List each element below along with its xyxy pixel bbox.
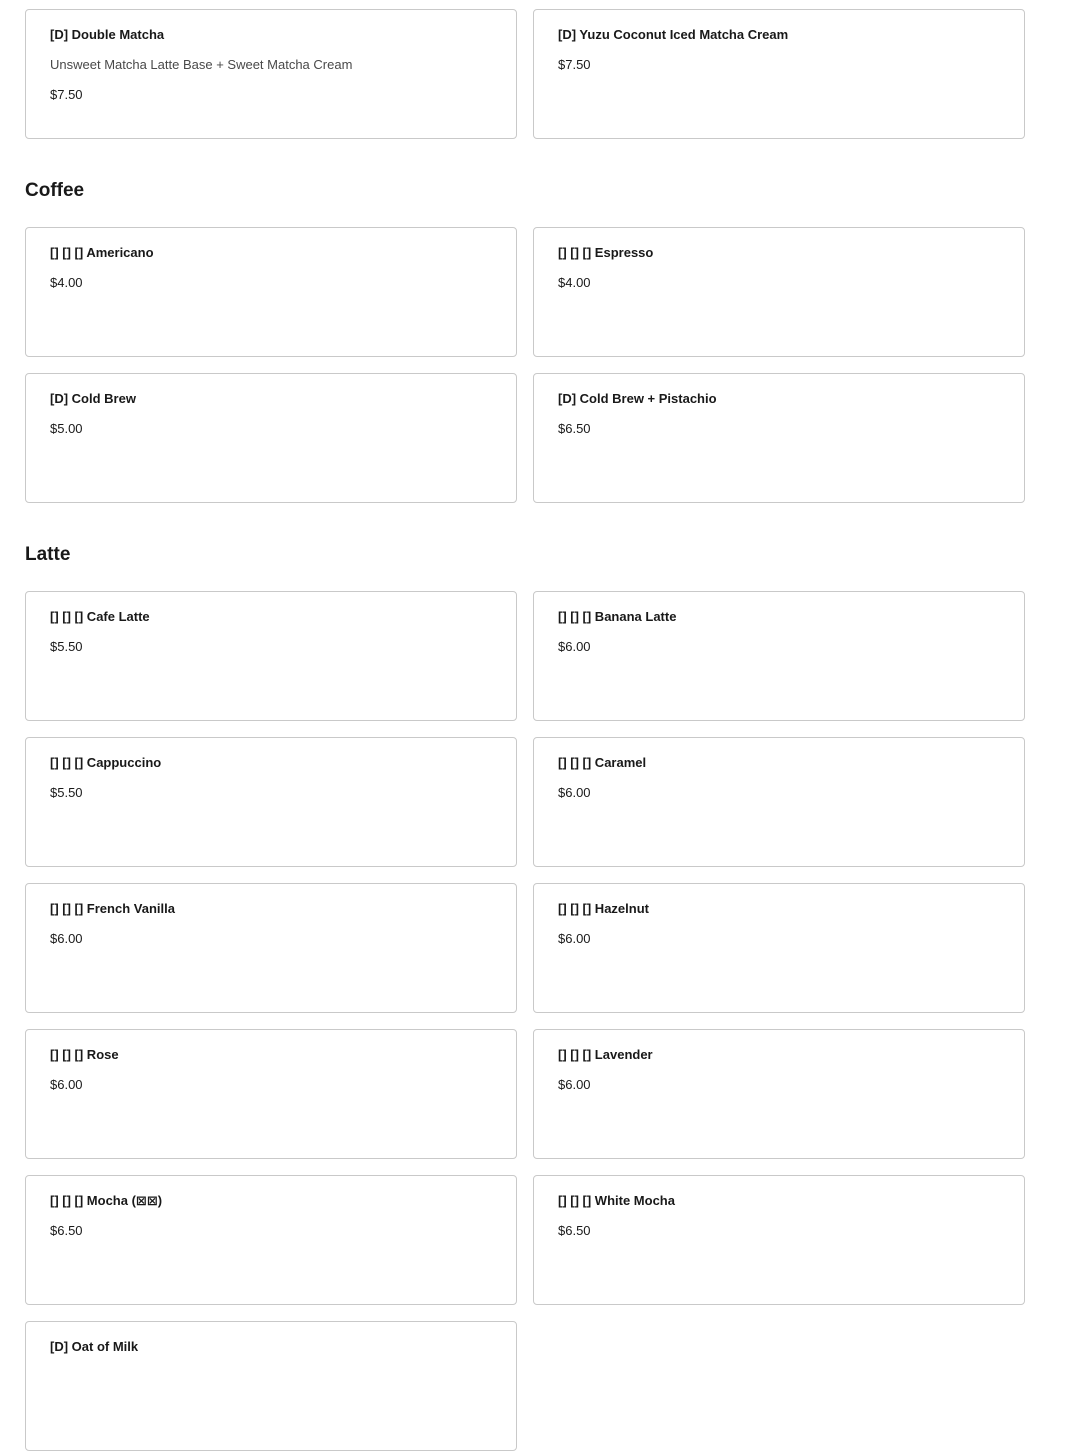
menu-item-price: $6.00 bbox=[558, 1077, 591, 1092]
menu-item-name: [] [] [] Espresso bbox=[558, 245, 654, 260]
menu-item-card[interactable] bbox=[25, 373, 517, 503]
menu-page bbox=[25, 9, 1025, 1451]
menu-item-price: $4.00 bbox=[558, 275, 591, 290]
menu-item-price: $5.00 bbox=[50, 421, 83, 436]
menu-item-card[interactable] bbox=[25, 9, 517, 139]
section-title-coffee: Coffee bbox=[25, 180, 85, 201]
menu-item-name: [] [] [] Americano bbox=[50, 245, 154, 260]
menu-item-card[interactable] bbox=[25, 883, 517, 1013]
menu-item-card[interactable] bbox=[533, 373, 1025, 503]
menu-item-name: [] [] [] Hazelnut bbox=[558, 901, 649, 916]
menu-item-card[interactable] bbox=[25, 737, 517, 867]
menu-item-name: [] [] [] Cappuccino bbox=[50, 755, 162, 770]
menu-item-name: [] [] [] White Mocha bbox=[558, 1193, 675, 1208]
menu-item-card[interactable] bbox=[25, 591, 517, 721]
menu-item-price: $6.00 bbox=[558, 931, 591, 946]
menu-item-name: [] [] [] Rose bbox=[50, 1047, 119, 1062]
menu-item-price: $6.50 bbox=[558, 1223, 591, 1238]
menu-item-name: [D] Oat of Milk bbox=[50, 1339, 139, 1354]
section-title-latte: Latte bbox=[25, 544, 71, 565]
menu-item-name: [D] Cold Brew + Pistachio bbox=[558, 391, 717, 406]
menu-item-name: [] [] [] Mocha (⊠⊠) bbox=[50, 1193, 163, 1208]
menu-item-card[interactable] bbox=[533, 1175, 1025, 1305]
menu-item-price: $4.00 bbox=[50, 275, 83, 290]
menu-item-card[interactable] bbox=[533, 1029, 1025, 1159]
menu-item-card[interactable] bbox=[25, 227, 517, 357]
menu-item-name: [] [] [] Cafe Latte bbox=[50, 609, 150, 624]
menu-item-price: $6.00 bbox=[50, 931, 83, 946]
menu-item-price: $7.50 bbox=[50, 87, 83, 102]
menu-grid-latte bbox=[25, 591, 1025, 1451]
menu-item-price: $6.00 bbox=[558, 639, 591, 654]
menu-item-card[interactable] bbox=[25, 1029, 517, 1159]
menu-item-name: [] [] [] Caramel bbox=[558, 755, 647, 770]
menu-item-name: [] [] [] French Vanilla bbox=[50, 901, 175, 916]
menu-item-card[interactable] bbox=[533, 883, 1025, 1013]
menu-grid-top bbox=[25, 9, 1025, 139]
menu-item-name: [D] Cold Brew bbox=[50, 391, 136, 406]
menu-item-card[interactable] bbox=[533, 227, 1025, 357]
menu-item-description: Unsweet Matcha Latte Base + Sweet Matcha Cream bbox=[50, 57, 353, 72]
menu-item-price: $5.50 bbox=[50, 639, 83, 654]
menu-item-price: $6.50 bbox=[50, 1223, 83, 1238]
menu-item-name: [] [] [] Banana Latte bbox=[558, 609, 677, 624]
menu-item-price: $5.50 bbox=[50, 785, 83, 800]
menu-grid-coffee bbox=[25, 227, 1025, 503]
menu-item-card[interactable] bbox=[533, 9, 1025, 139]
menu-item-price: $6.50 bbox=[558, 421, 591, 436]
menu-item-card[interactable] bbox=[533, 591, 1025, 721]
menu-item-price: $7.50 bbox=[558, 57, 591, 72]
menu-item-card[interactable] bbox=[533, 737, 1025, 867]
menu-item-card[interactable] bbox=[25, 1175, 517, 1305]
menu-item-name: [D] Yuzu Coconut Iced Matcha Cream bbox=[558, 27, 789, 42]
menu-item-card[interactable] bbox=[25, 1321, 517, 1451]
menu-item-name: [] [] [] Lavender bbox=[558, 1047, 653, 1062]
menu-item-price: $6.00 bbox=[558, 785, 591, 800]
menu-item-price: $6.00 bbox=[50, 1077, 83, 1092]
menu-item-name: [D] Double Matcha bbox=[50, 27, 165, 42]
